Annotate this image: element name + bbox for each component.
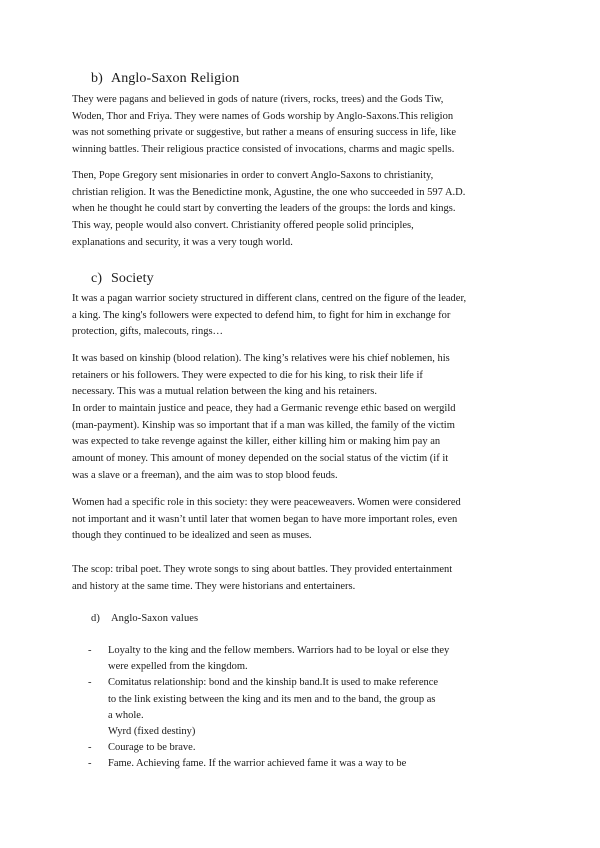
- section-title: Anglo-Saxon Religion: [111, 71, 240, 86]
- list-bullet: -: [88, 645, 92, 656]
- values-list: [88, 643, 508, 773]
- list-bullet: -: [88, 758, 92, 770]
- text-line: (man-payment). Kinship was so important that if a man was killed, the family of the victim: [72, 419, 455, 431]
- text-line: Comitatus relationship: bond and the kinship band.It is used to make reference: [108, 677, 439, 689]
- text-line: a whole.: [108, 709, 144, 721]
- section-letter: d): [91, 613, 100, 624]
- list-bullet: -: [88, 742, 92, 754]
- text-line: were expelled from the kingdom.: [108, 661, 248, 673]
- text-line: protection, gifts, malecouts, rings…: [72, 326, 224, 338]
- text-line: Women had a specific role in this society: they were peaceweavers. Women were considered: [72, 497, 461, 508]
- text-line: In order to maintain justice and peace, they had a Germanic revenge ethic based on wergild: [72, 403, 456, 415]
- text-line: Fame. Achieving fame. If the warrior achieved fame it was a way to be: [108, 758, 407, 770]
- text-line: winning battles. Their religious practice consisted of invocations, charms and magic spells.: [72, 144, 455, 156]
- list-item: [88, 740, 508, 756]
- text-line: Woden, Thor and Friya. They were names of Gods worship by Anglo-Saxons.This religion: [72, 110, 454, 122]
- text-line: and history at the same time. They were historians and entertainers.: [72, 580, 356, 592]
- section-title: Society: [111, 271, 154, 286]
- section-title: Anglo-Saxon values: [111, 613, 199, 624]
- paragraph: [72, 495, 518, 545]
- section-letter: b): [91, 71, 103, 86]
- text-line: retainers or his followers. They were expected to die for his king, to risk their life if: [72, 369, 423, 381]
- list-bullet: -: [88, 677, 92, 689]
- section-heading-religion: [91, 71, 239, 87]
- text-line: The scop: tribal poet. They wrote songs to sing about battles. They provided entertainment: [72, 564, 453, 575]
- section-heading-values: [91, 613, 198, 624]
- text-line: christian religion. It was the Benedictine monk, Agustine, the one who succeeded in 597 A.D.: [72, 186, 466, 198]
- text-line: a king. The king's followers were expected to defend him, to fight for him in exchange for: [72, 309, 451, 321]
- text-line: was expected to take revenge against the killer, either killing him or making him pay an: [72, 436, 441, 448]
- text-line: amount of money. This amount of money depended on the social status of the victim (if it: [72, 453, 449, 465]
- text-line: Then, Pope Gregory sent misionaries in order to convert Anglo-Saxons to christianity,: [72, 170, 434, 181]
- paragraph: [72, 168, 518, 251]
- text-line: not important and it wasn’t until later that women began to have more important roles, even: [72, 513, 458, 525]
- text-line: to the link existing between the king and its men and to the band, the group as: [108, 693, 436, 705]
- section-heading-society: [91, 271, 154, 287]
- text-line: was a slave or a freeman), and the aim was to stop blood feuds.: [72, 469, 338, 481]
- text-line: It was based on kinship (blood relation). The king’s relatives were his chief noblemen, his: [72, 353, 450, 364]
- list-item: [88, 756, 508, 772]
- paragraph: [72, 92, 518, 159]
- text-line: explanations and security, it was a very tough world.: [72, 236, 293, 248]
- list-item: [88, 643, 508, 675]
- text-line: was not something private or suggestive, but rather a means of ensuring success in life, like: [72, 127, 457, 139]
- text-line: necessary. This was a mutual relation between the king and his retainers.: [72, 386, 377, 398]
- text-line: though they continued to be idealized and seen as muses.: [72, 530, 312, 542]
- text-line: They were pagans and believed in gods of nature (rivers, rocks, trees) and the Gods Tiw,: [72, 94, 444, 105]
- paragraph: [72, 562, 518, 595]
- section-letter: c): [91, 271, 103, 286]
- paragraph: [72, 291, 518, 341]
- text-line: Courage to be brave.: [108, 742, 196, 754]
- text-line: Wyrd (fixed destiny): [108, 725, 196, 737]
- text-line: It was a pagan warrior society structured in different clans, centred on the figure of the leader,: [72, 293, 467, 304]
- text-line: This way, people would also convert. Christianity offered people solid principles,: [72, 220, 414, 232]
- text-line: Loyalty to the king and the fellow members. Warriors had to be loyal or else they: [108, 645, 450, 656]
- text-line: when he thought he could start by converting the leaders of the groups: the lords and kings.: [72, 203, 456, 215]
- paragraph: [72, 351, 518, 485]
- list-item: [88, 675, 508, 740]
